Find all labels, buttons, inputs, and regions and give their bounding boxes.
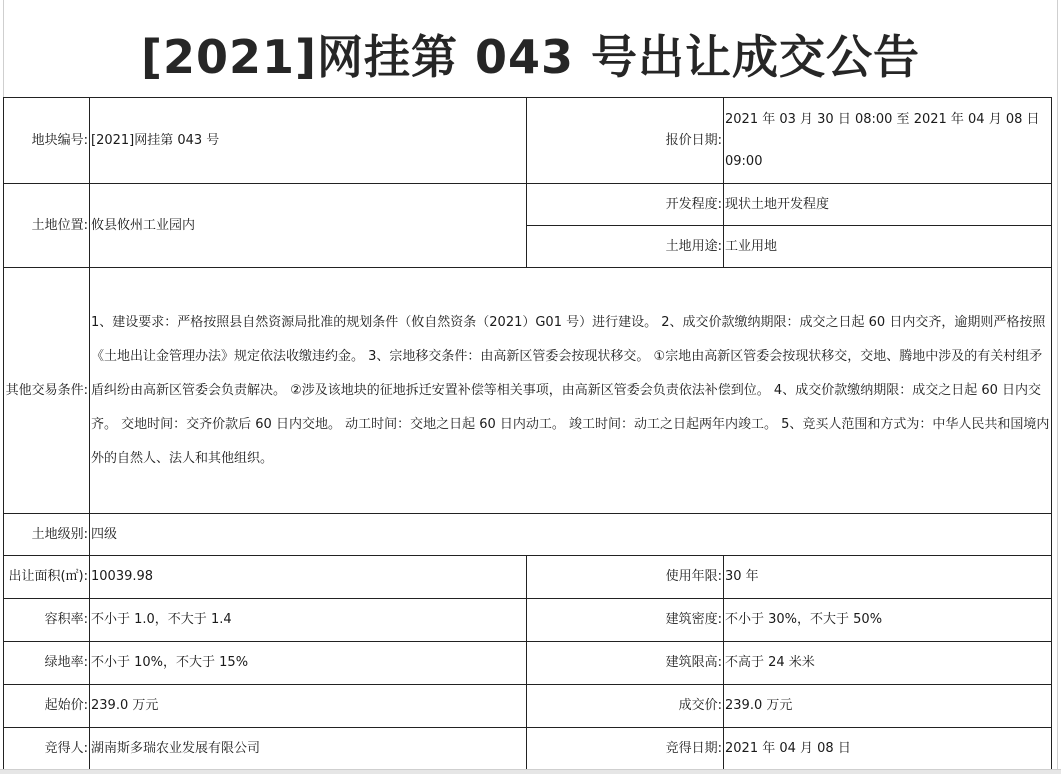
table-row: [4, 268, 1052, 514]
deal-price-label: 成交价:: [527, 685, 724, 728]
area-value: 10039.98: [90, 556, 527, 599]
development-label: 开发程度:: [527, 184, 724, 226]
height-limit-value: 不高于 24 米米: [724, 642, 1052, 685]
term-value: 30 年: [724, 556, 1052, 599]
far-value: 不小于 1.0，不大于 1.4: [90, 599, 527, 642]
table-row: [4, 685, 1052, 728]
far-label: 容积率:: [4, 599, 90, 642]
winner-label: 竞得人:: [4, 728, 90, 771]
table-row: [4, 184, 1052, 226]
parcel-no-value: [2021]网挂第 043 号: [90, 98, 527, 184]
win-date-value: 2021 年 04 月 08 日: [724, 728, 1052, 771]
area-label: 出让面积(㎡):: [4, 556, 90, 599]
height-limit-label: 建筑限高:: [527, 642, 724, 685]
density-value: 不小于 30%，不大于 50%: [724, 599, 1052, 642]
green-label: 绿地率:: [4, 642, 90, 685]
table-row: [4, 642, 1052, 685]
other-conditions-value: 1、建设要求：严格按照县自然资源局批准的规划条件（攸自然资条（2021）G01 号）进行建设。 2、成交价款缴纳期限：成交之日起 60 日内交齐，逾期则严格按照《土地出让金管理办法》规定依法收缴违约金。 3、宗地移交条件：由高新区管委会按现状移交。 ①宗地由高新区管委会按现状移交，交地、腾地中涉及的有关村组矛盾纠纷由高新区管委会负责解决。 ②涉及该地块的征地拆迁安置补偿等相关事项，由高新区管委会负责依法补偿到位。 4、成交价款缴纳期限：成交之日起 60 日内交齐。 交地时间：交齐价款后 60 日内交地。 动工时间：交地之日起 60 日内动工。 竣工时间：动工之日起两年内竣工。 5、竞买人范围和方式为：中华人民共和国境内外的自然人、法人和其他组织。: [90, 268, 1052, 514]
sheet-gridline-right: [1057, 0, 1058, 773]
winner-value: 湖南斯多瑞农业发展有限公司: [90, 728, 527, 771]
parcel-no-label: 地块编号:: [4, 98, 90, 184]
table-row: [4, 599, 1052, 642]
green-value: 不小于 10%，不大于 15%: [90, 642, 527, 685]
other-conditions-label: 其他交易条件:: [4, 268, 90, 514]
win-date-label: 竞得日期:: [527, 728, 724, 771]
location-value: 攸县攸州工业园内: [90, 184, 527, 268]
table-row: [4, 98, 1052, 184]
table-row: [4, 728, 1052, 771]
table-row: [4, 514, 1052, 556]
land-use-value: 工业用地: [724, 226, 1052, 268]
start-price-value: 239.0 万元: [90, 685, 527, 728]
page-title: [2021]网挂第 043 号出让成交公告: [140, 30, 921, 84]
announcement-table: [3, 97, 1052, 771]
location-label: 土地位置:: [4, 184, 90, 268]
land-grade-value: 四级: [90, 514, 1052, 556]
term-label: 使用年限:: [527, 556, 724, 599]
density-label: 建筑密度:: [527, 599, 724, 642]
quote-date-value: 2021 年 03 月 30 日 08:00 至 2021 年 04 月 08 日 09:00: [724, 98, 1052, 184]
land-grade-label: 土地级别:: [4, 514, 90, 556]
table-row: [4, 556, 1052, 599]
development-value: 现状土地开发程度: [724, 184, 1052, 226]
sheet-bottom-edge: [0, 769, 1061, 774]
land-use-label: 土地用途:: [527, 226, 724, 268]
quote-date-label: 报价日期:: [527, 98, 724, 184]
start-price-label: 起始价:: [4, 685, 90, 728]
deal-price-value: 239.0 万元: [724, 685, 1052, 728]
